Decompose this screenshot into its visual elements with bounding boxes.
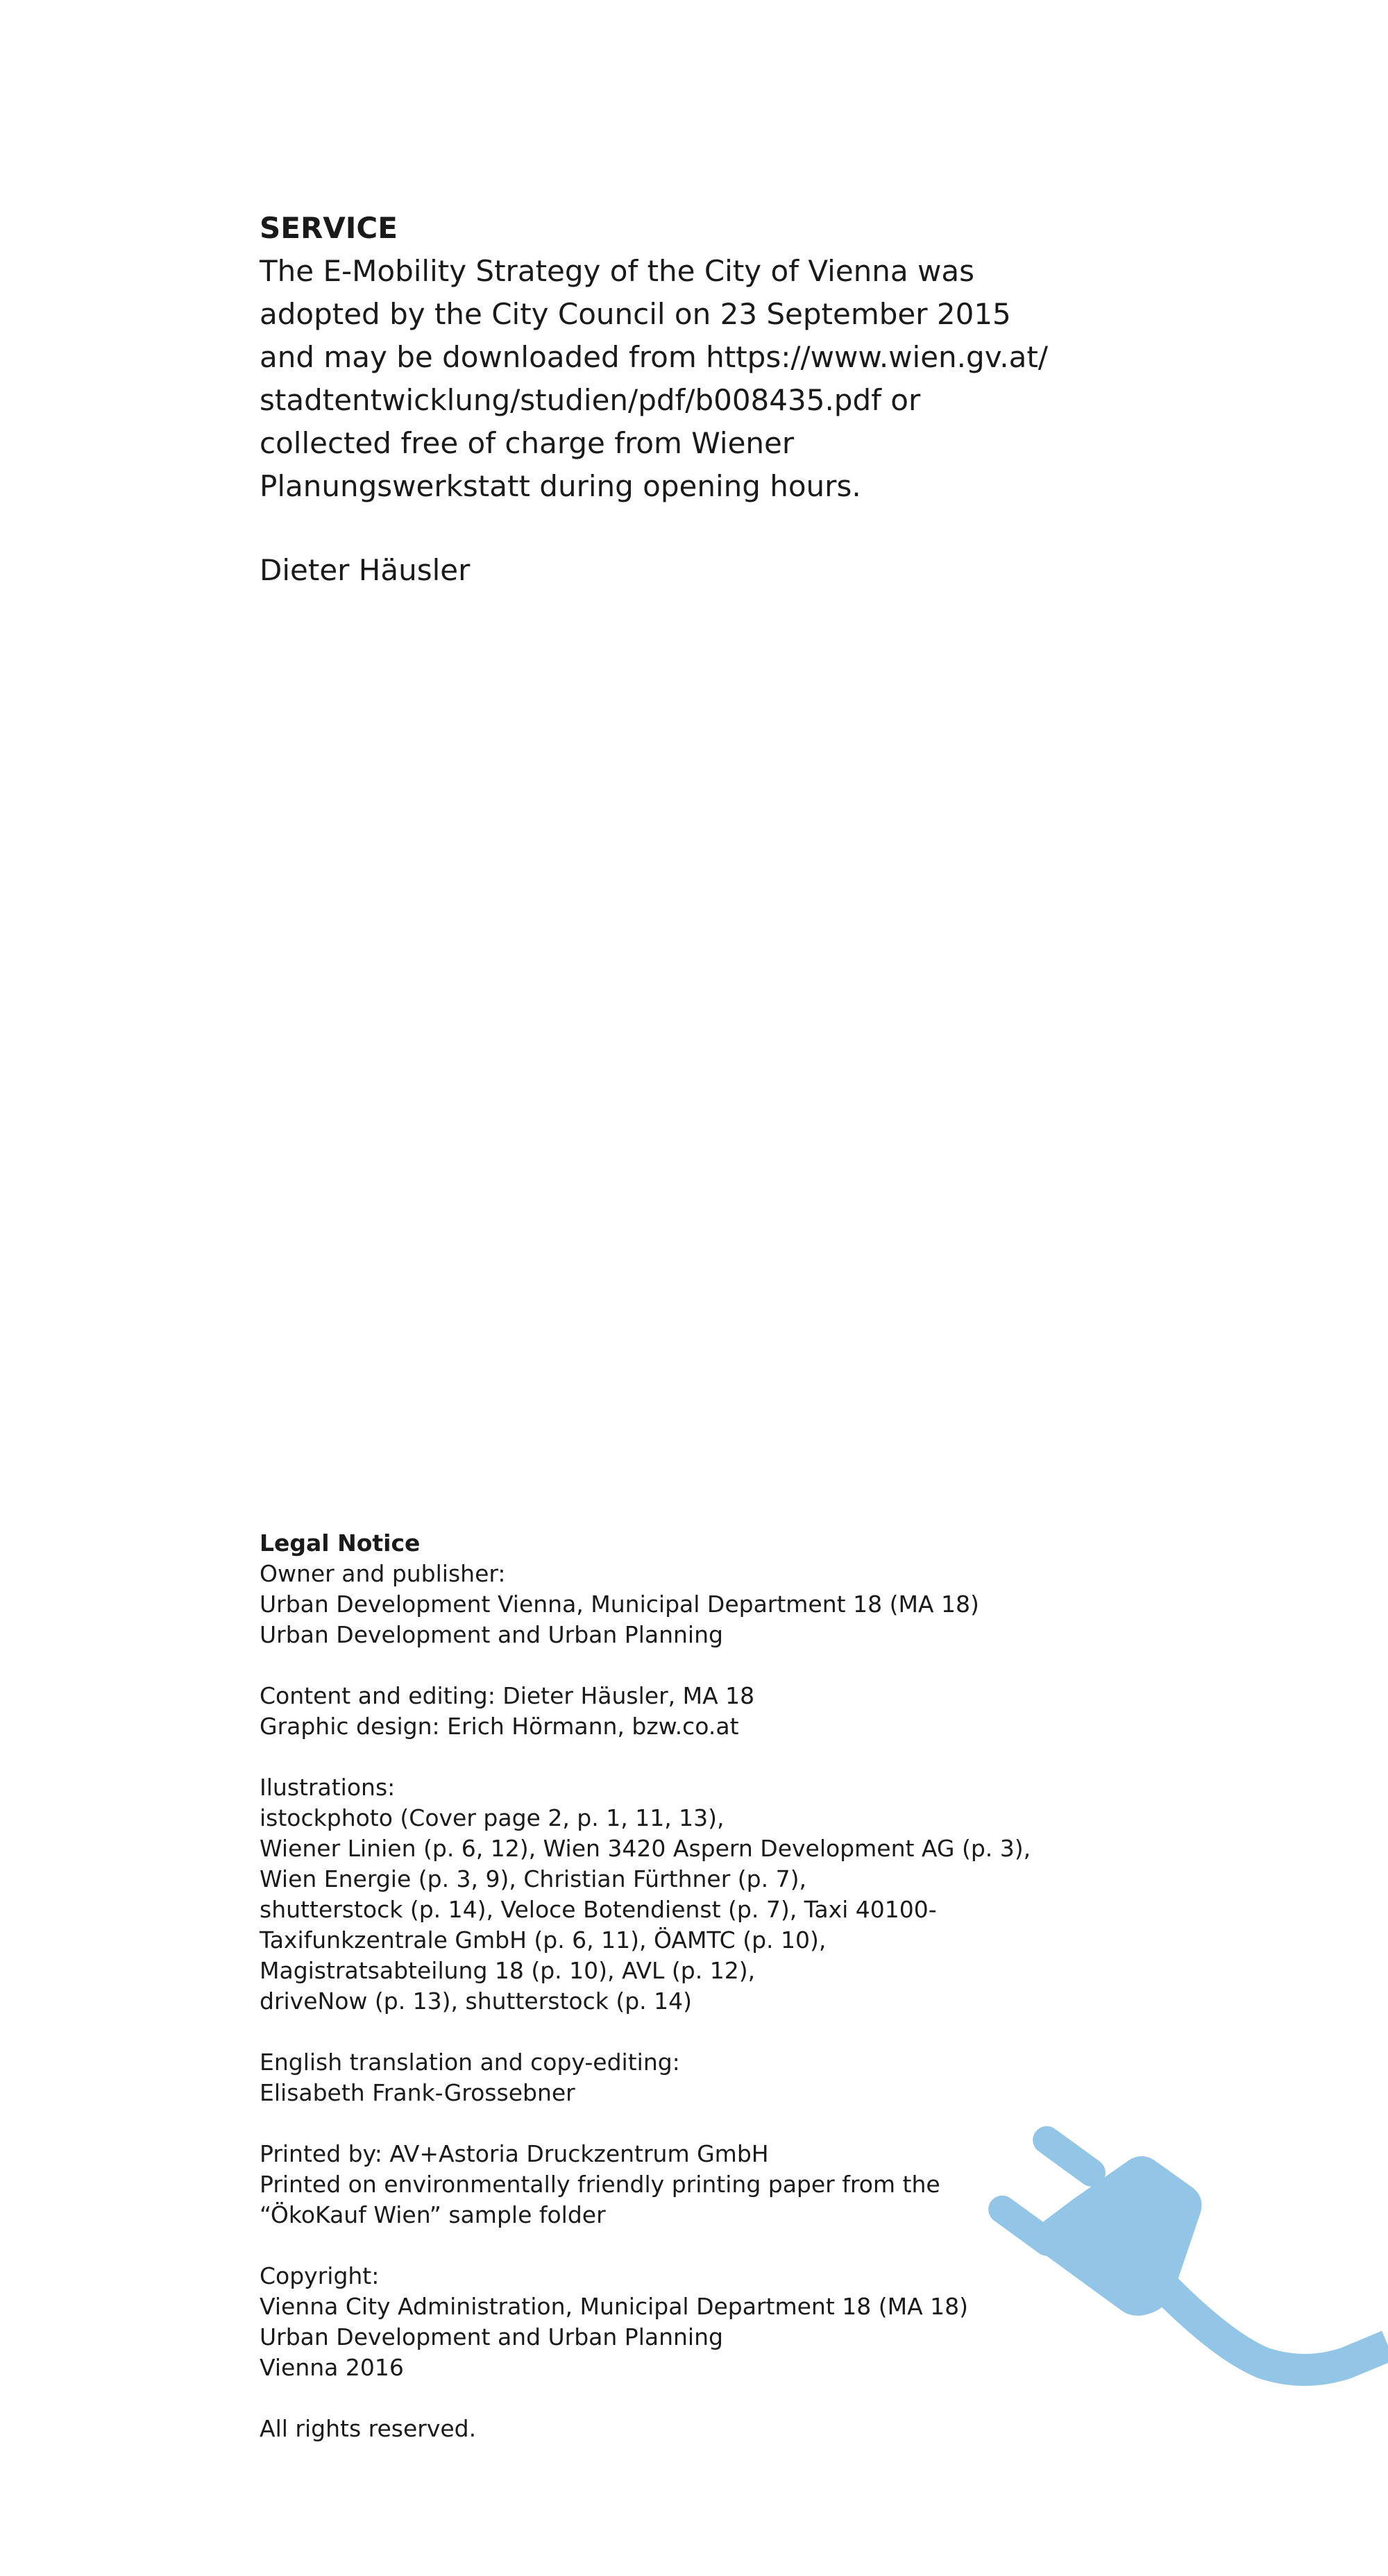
service-heading: SERVICE	[260, 211, 398, 245]
spacer	[260, 1650, 1092, 1681]
translation-line: English translation and copy-editing:	[260, 2049, 680, 2076]
printing-line: “ÖkoKauf Wien” sample folder	[260, 2201, 606, 2228]
copyright-line: Urban Development and Urban Planning	[260, 2323, 723, 2350]
spacer	[260, 2108, 1092, 2139]
service-text-line: Planungswerkstatt during opening hours.	[260, 469, 861, 503]
illustrations-line: shutterstock (p. 14), Veloce Botendienst (p. 7), Taxi 40100-	[260, 1896, 937, 1923]
owner-line: Owner and publisher:	[260, 1560, 506, 1587]
illustrations-line: Magistratsabteilung 18 (p. 10), AVL (p. 12),	[260, 1957, 756, 1984]
service-text-line: The E-Mobility Strategy of the City of Vienna was	[260, 254, 974, 288]
content-editing-line: Content and editing: Dieter Häusler, MA 18	[260, 1682, 755, 1709]
plug-cable	[1159, 2282, 1388, 2370]
spacer	[260, 2017, 1092, 2047]
illustrations-line: driveNow (p. 13), shutterstock (p. 14)	[260, 1988, 693, 2015]
copyright-line: Copyright:	[260, 2262, 380, 2289]
copyright-line: Vienna 2016	[260, 2354, 404, 2381]
service-text-line: and may be downloaded from https://www.wien.gv.at/	[260, 340, 1048, 374]
illustrations-line: Taxifunkzentrale GmbH (p. 6, 11), ÖAMTC (p. 10),	[260, 1926, 827, 1954]
illustrations-line: Ilustrations:	[260, 1774, 396, 1801]
graphic-design-line: Graphic design: Erich Hörmann, bzw.co.at	[260, 1713, 739, 1740]
copyright-line: Vienna City Administration, Municipal Department 18 (MA 18)	[260, 2293, 969, 2320]
service-text-line: adopted by the City Council on 23 September 2015	[260, 297, 1011, 331]
legal-notice-section	[260, 1528, 1092, 2444]
illustrations-line: Wiener Linien (p. 6, 12), Wien 3420 Aspern Development AG (p. 3),	[260, 1835, 1031, 1862]
spacer	[260, 1742, 1092, 1772]
printing-line: Printed by: AV+Astoria Druckzentrum GmbH	[260, 2140, 769, 2167]
service-text-line: collected free of charge from Wiener	[260, 426, 795, 460]
author-name: Dieter Häusler	[260, 553, 471, 587]
translation-line: Elisabeth Frank-Grossebner	[260, 2079, 575, 2106]
plug-icon	[972, 2124, 1388, 2415]
rights-reserved: All rights reserved.	[260, 2415, 477, 2442]
spacer	[260, 2230, 1092, 2261]
printing-line: Printed on environmentally friendly printing paper from the	[260, 2171, 940, 2198]
owner-line: Urban Development and Urban Planning	[260, 1621, 723, 1648]
service-text-line: stadtentwicklung/studien/pdf/b008435.pdf or	[260, 383, 921, 417]
owner-line: Urban Development Vienna, Municipal Department 18 (MA 18)	[260, 1591, 979, 1618]
illustrations-line: istockphoto (Cover page 2, p. 1, 11, 13),	[260, 1804, 725, 1831]
service-section	[260, 207, 1092, 621]
spacer	[260, 2383, 1092, 2414]
legal-notice-heading: Legal Notice	[260, 1530, 421, 1557]
illustrations-line: Wien Energie (p. 3, 9), Christian Fürthner (p. 7),	[260, 1865, 806, 1892]
